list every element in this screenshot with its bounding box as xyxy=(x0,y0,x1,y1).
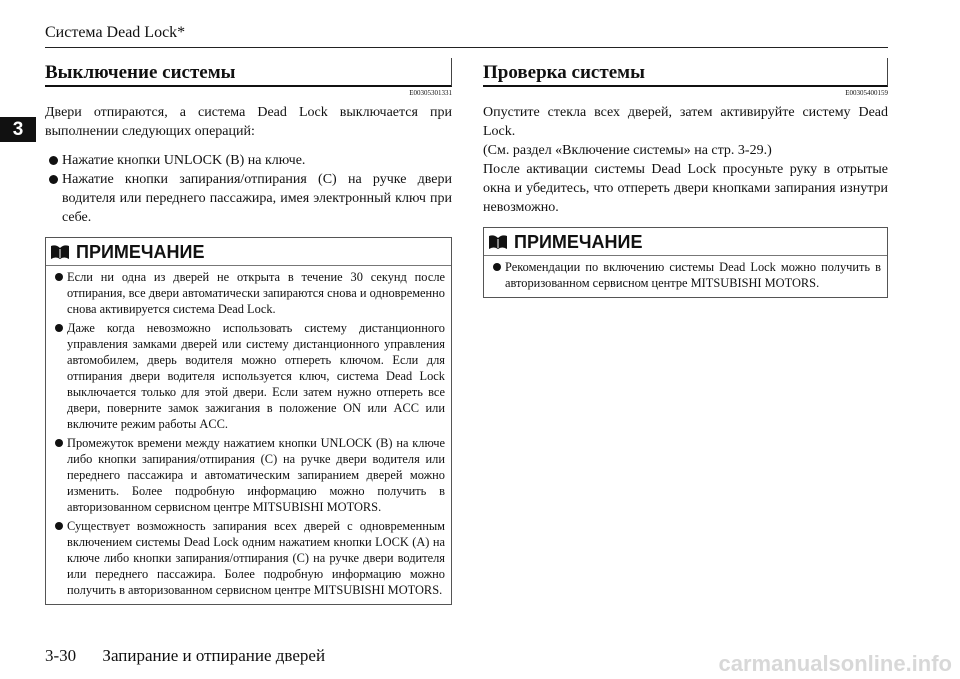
running-title: Система Dead Lock* xyxy=(45,24,186,41)
list-item: Существует возможность запирания всех дверей с одновременным включением системы Dead Lock одним нажатием кнопки LOCK (A) на ключе либо кнопки запирания/отпирания (C) на ручке двери водителя или переднего пассажира. Более подробную информацию можно получить в авторизованном сервисном центре MITSUBISHI MOTORS. xyxy=(54,518,445,598)
note-box xyxy=(483,227,888,298)
header-divider xyxy=(45,47,888,48)
cross-reference: (См. раздел «Включение системы» на стр. 3-29.) xyxy=(483,143,772,158)
section-heading: Выключение системы xyxy=(45,58,452,87)
paragraph: Опустите стекла всех дверей, затем активируйте систему Dead Lock. xyxy=(483,105,888,139)
page-number: 3-30 xyxy=(45,646,77,665)
book-icon xyxy=(488,234,508,250)
list-item: Если ни одна из дверей не открыта в течение 30 секунд после отпирания, все двери автоматически запираются снова и одновременно снова активируется система Dead Lock. xyxy=(54,269,445,317)
intro-paragraph: Двери отпираются, а система Dead Lock выключается при выполнении следующих операций: xyxy=(45,105,452,139)
section-code: E00305301331 xyxy=(409,89,452,97)
note-title: ПРИМЕЧАНИЕ xyxy=(76,241,205,262)
note-box xyxy=(45,237,452,605)
section-heading: Проверка системы xyxy=(483,58,888,87)
watermark: carmanualsonline.info xyxy=(718,651,952,676)
chapter-tab: 3 xyxy=(0,117,36,142)
list-item: Нажатие кнопки UNLOCK (B) на ключе. xyxy=(45,151,452,170)
list-item: Промежуток времени между нажатием кнопки UNLOCK (B) на ключе либо кнопки запирания/отпирания (C) на ручке двери водителя или переднего пассажира и автоматическим запиранием дверей можно изменить. Более подробную информацию можно получить в авторизованном сервисном центре MITSUBISHI MOTORS. xyxy=(54,435,445,515)
bullet-list xyxy=(45,151,452,227)
chapter-title: Запирание и отпирание дверей xyxy=(102,646,326,665)
paragraph: После активации системы Dead Lock просуньте руку в отрытые окна и убедитесь, что отпереть двери кнопками запирания изнутри невозможно. xyxy=(483,162,888,215)
left-column xyxy=(45,58,452,605)
list-item: Нажатие кнопки запирания/отпирания (C) на ручке двери водителя или переднего пассажира, имея электронный ключ при себе. xyxy=(45,170,452,227)
book-icon xyxy=(50,244,70,260)
right-column xyxy=(483,58,888,298)
note-title: ПРИМЕЧАНИЕ xyxy=(514,231,643,252)
list-item: Даже когда невозможно использовать систему дистанционного управления замками дверей или систему дистанционного управления автомобилем, дверь водителя можно отпереть ключом. Если для отпирания двери водителя используется ключ, система Dead Lock выключается только для этой двери. Если затем нужно отпереть все двери, поверните замок зажигания в положение ON или ACC или включите режим работы ACC. xyxy=(54,320,445,432)
list-item: Рекомендации по включению системы Dead Lock можно получить в авторизованном сервисном центре MITSUBISHI MOTORS. xyxy=(492,259,881,291)
section-code: E00305400159 xyxy=(845,89,888,97)
page-footer xyxy=(45,646,347,666)
